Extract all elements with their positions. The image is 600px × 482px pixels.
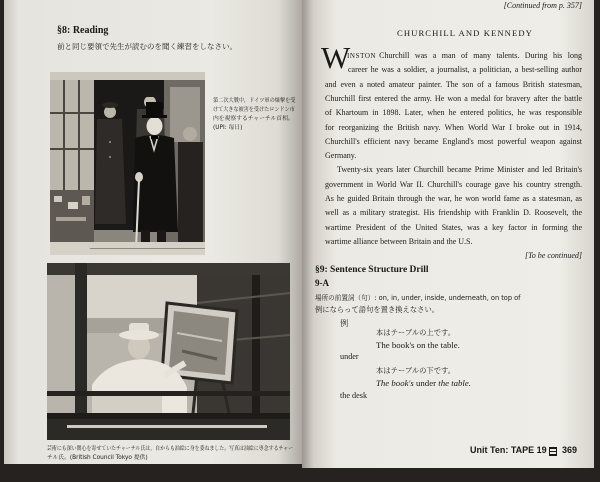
drill-japanese: 本はテーブルの上です。 — [376, 328, 456, 337]
railing — [47, 391, 290, 396]
photo-shape — [142, 92, 158, 97]
text-line: wartime President of the United States, was a key factor in forming the — [325, 222, 582, 232]
right-figure — [178, 127, 203, 242]
text-line: of Khartoum in 1898. Later, when he entered politics, he was responsible — [325, 108, 582, 118]
drill-cue-example: 例 — [340, 318, 349, 328]
photo-shape — [68, 202, 78, 209]
photo-shape — [82, 196, 90, 205]
photo-shape — [67, 425, 267, 428]
caption-line: 芸術にも深い関心を寄せていたチャーチル氏は，自からも油絵に身を委ねました。写真は油絵に専念するチャー — [47, 446, 294, 452]
drill-english-part: the table. — [438, 378, 471, 388]
photo-shape — [90, 248, 205, 249]
lead-word: INSTON — [347, 52, 377, 60]
drill-instruction: 例にならって語句を置き換えなさい。 — [315, 305, 440, 314]
shop-window — [50, 80, 94, 255]
unit-label: Unit Ten: TAPE 19 — [470, 445, 547, 455]
caption-line: 内を視察するチャーチル首相。 — [213, 116, 294, 122]
drill-id: 9-A — [315, 278, 329, 288]
caption-line: けて大きな被害を受けたロンドン市 — [213, 107, 295, 113]
right-page — [302, 0, 594, 468]
photo-shape — [54, 196, 62, 202]
prepositions-list: 場所の前置詞（句）: on, in, under, inside, underneath, on top of — [315, 294, 521, 302]
text-line: and even a noted amateur painter. The son of a famous British statesman, — [325, 79, 582, 89]
drill-japanese: 本はテーブルの下です。 — [376, 366, 456, 375]
photo-shape — [147, 117, 163, 135]
line-text: Churchill was a man of many talents. During his long — [379, 51, 582, 60]
section-8-heading: §8: Reading — [57, 25, 109, 36]
text-line: government in World War II. Churchill's courage gave his country strength. — [325, 179, 582, 189]
photo-shape — [63, 80, 65, 190]
page-number: 369 — [562, 445, 578, 455]
photo-shape — [119, 330, 159, 340]
photo-shape — [142, 115, 167, 118]
photo-shape — [109, 156, 111, 158]
photo-shape — [50, 112, 94, 114]
caption-line: (UPI: 毎日) — [213, 125, 243, 131]
drill-english: The book's on the table. — [376, 340, 460, 350]
photo-shape — [47, 419, 290, 440]
photo-churchill-painting — [47, 263, 290, 440]
drill-cue: the desk — [340, 391, 368, 400]
photo-shape — [56, 217, 86, 221]
text-line: wartime alliance between Britain and the U.S. — [325, 236, 473, 246]
section-8-instruction: 前と同じ要領で先生が読むのを聞く練習をしなさい。 — [57, 42, 237, 51]
photo-shape — [47, 413, 290, 419]
text-line: for reorganizing the British navy. When World War I broke out in 1914, — [325, 122, 582, 132]
drill-english-part: under — [413, 378, 439, 388]
left-page — [4, 0, 302, 464]
photo-shape — [95, 119, 126, 224]
text-line — [347, 51, 582, 61]
photo-churchill-walking — [50, 72, 205, 255]
text-line: Churchill's efficient navy became England's most powerful weapon against — [325, 136, 582, 146]
left-post — [75, 263, 87, 413]
officer-figure — [95, 102, 126, 224]
caption-line: 第二次大戦中，ドイツ軍の爆撃を受 — [213, 98, 296, 104]
chair-back — [92, 396, 162, 413]
photo-shape — [151, 136, 158, 139]
drill-cue: under — [340, 352, 359, 361]
photo-shape — [178, 142, 203, 242]
text-line: Germany. — [325, 151, 357, 161]
article-title: CHURCHILL AND KENNEDY — [397, 28, 533, 38]
text-line: Twenty-six years later Churchill became Prime Minister and led Britain's — [337, 165, 582, 175]
photo-shape — [50, 148, 94, 150]
photo-shape — [102, 102, 118, 108]
text-line: career he was a soldier, a journalist, a politician, a best-selling author — [348, 65, 582, 75]
text-line: well as a military strategist. His friendship with Franklin D. Roosevelt, the — [325, 208, 582, 218]
photo-shape — [50, 72, 205, 80]
drop-cap: W — [321, 40, 351, 75]
continued-from-note: [Continued from p. 357] — [503, 1, 582, 10]
section-9-heading: §9: Sentence Structure Drill — [315, 265, 429, 275]
photo-shape — [78, 80, 80, 190]
tape-icon — [549, 447, 557, 456]
to-be-continued-note: [To be continued] — [524, 251, 582, 260]
drill-english-part: The book's — [376, 378, 414, 388]
text-line: Churchill first entered the army. He won a medal for bravery after the battle — [325, 93, 582, 103]
drill-english — [376, 378, 471, 388]
caption-line: チル氏。(British Council Tokyo 提供) — [47, 455, 148, 461]
text-line: As he guided Britain through the war, he won world fame as a statesman, as — [325, 194, 582, 203]
photo-shape — [146, 102, 163, 116]
photo-shape — [183, 127, 197, 141]
photo-shape — [109, 141, 111, 143]
